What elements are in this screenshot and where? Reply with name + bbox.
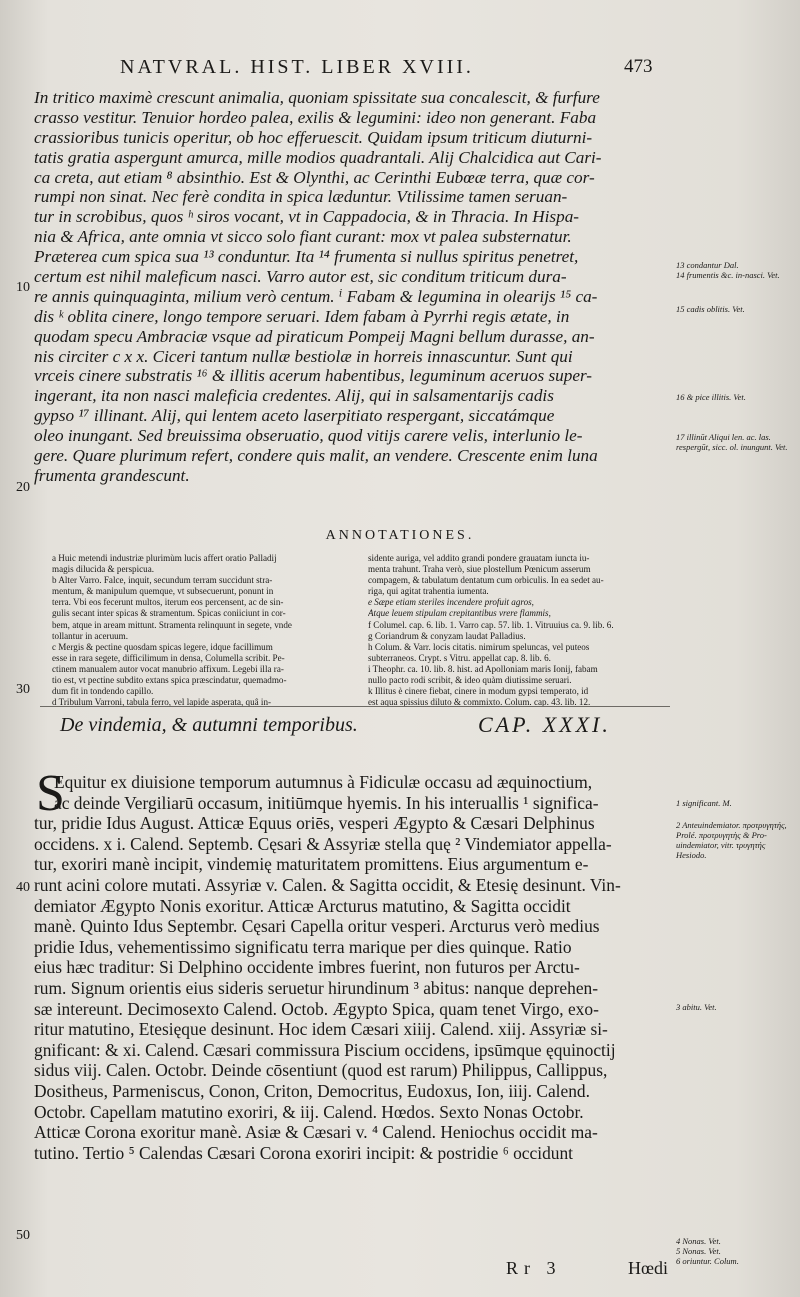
text-line: gypso ¹⁷ illinant. Alij, qui lentem aceto laserpitiato respergant, siccatámque — [34, 406, 555, 426]
annotation-line: est aqua spissius diluto & commixto. Colum. cap. 43. lib. 12. — [368, 697, 591, 708]
margin-note: 17 illinūt Aliqui len. ac. las. respergūt, sicc. ol. inungunt. Vet. — [676, 432, 788, 452]
line-number: 40 — [16, 880, 30, 895]
annotation-line: b Alter Varro. Falce, inquit, secundum terram succidunt stra- — [52, 575, 273, 586]
text-line: occidens. x i. Calend. Septemb. Cęsari & Assyriæ stella quę ² Vindemiator appella- — [34, 833, 612, 854]
text-line: demiator Ægypto Nonis exoritur. Atticæ Arcturus matutino, & Sagitta occidit — [34, 895, 571, 916]
annotation-line: h Colum. & Varr. locis citatis. nimirum speluncas, vel puteos — [368, 641, 590, 652]
chapter-title: De vindemia, & autumni temporibus. — [60, 714, 358, 736]
text-line: pridie Idus, vehementissimo significatu terra marique per dies quinque. Ratio — [34, 936, 572, 957]
text-line: dis ᵏ oblita cinere, longo tempore seruari. Idem fabam à Pyrrhi regis ætate, in — [34, 306, 570, 326]
annotations-left-column — [52, 553, 348, 708]
line-number: 10 — [16, 280, 30, 295]
chapter-text — [34, 765, 666, 1163]
text-line: In tritico maximè crescunt animalia, quoniam spissitate sua concalescit, & furfure — [34, 88, 600, 107]
text-line: ac deinde Vergiliarū occasum, initiūmque hyemis. In his interuallis ¹ significa- — [54, 792, 599, 813]
text-line: vrceis cinere substratis ¹⁶ & illitis acerum habentibus, leguminum aceruos super- — [34, 366, 593, 386]
text-line: oleo inungant. Sed breuissima obseruatio, quod vitijs carere velis, interlunio le- — [34, 426, 583, 446]
annotation-line: tollantur in aceruum. — [52, 630, 129, 641]
annotation-line: dum fit in tondendo capillo. — [52, 686, 154, 697]
text-line: eius hæc traditur: Si Delphino occidente imbres fuerint, non futuros per Arctu- — [34, 957, 580, 978]
annotation-line: i Theophr. ca. 10. lib. 8. hist. ad Apolloniam maris Ionij, fabam — [368, 663, 598, 674]
text-line: Atticæ Corona exoritur manè. Asiæ & Cæsari v. ⁴ Calend. Heniochus occidit ma- — [34, 1122, 598, 1143]
annotation-line: d Tribulum Varroni, tabula ferro, vel lapide asperata, quâ in- — [52, 697, 272, 708]
margin-note: 14 frumentis &c. in-nasci. Vet. — [676, 270, 780, 280]
annotation-line: mentum, & manipulum quemque, vt subsecuerunt, ponunt in — [52, 586, 274, 597]
annotation-line: esse in rara segete, difficilimum in densa, Columella scribit. Pe- — [52, 652, 285, 663]
annotation-line: tio est, vt pectine subdito extans spica præscindatur, quemadmo- — [52, 675, 287, 686]
text-line: rumpi non sinat. Nec ferè condita in spica læduntur. Vtilissime tamen seruan- — [34, 187, 568, 207]
margin-note: 4 Nonas. Vet. — [676, 1236, 721, 1246]
annotations-heading: ANNOTATIONES. — [325, 528, 475, 543]
annotation-line: e Sæpe etiam steriles incendere profuit agros, — [368, 597, 534, 608]
line-number: 50 — [16, 1228, 30, 1243]
annotation-line: compagem, & tabulatum dentatum cum orbiculis. In ea sedet au- — [368, 575, 604, 586]
folio-number: 473 — [624, 56, 653, 77]
section-divider — [40, 706, 670, 707]
text-line: tur in scrobibus, quos ʰ siros vocant, vt in Cappadocia, & in Thracia. In Hispa- — [34, 207, 580, 227]
text-line: ritur matutino, Etesięque desinunt. Hoc idem Cæsari xiiij. Calend. xiij. Assyriæ si- — [34, 1019, 608, 1040]
line-number: 20 — [16, 480, 30, 495]
annotation-line: riga, qui agitat trahentia iumenta. — [368, 586, 489, 597]
text-line: tatis gratia aspergunt amurca, mille modios quadrantali. Alij Chalcidica aut Cari- — [34, 147, 602, 167]
annotation-line: bem, atque in aream mittunt. Stramenta relinquunt in segete, vnde — [52, 619, 292, 630]
annotations-right-column — [368, 553, 664, 708]
text-line: rum. Signum orientis eius sideris seruetur hirundinum ³ abitus: nanque deprehen- — [34, 977, 599, 998]
text-line: nis circiter c x x. Ciceri tantum nullæ bestiolæ in horreis innascuntur. Sunt qui — [34, 346, 573, 366]
running-title: NATVRAL. HIST. LIBER XVIII. — [120, 56, 474, 78]
chapter-label: CAP. XXXI. — [478, 712, 611, 737]
text-line: Dositheus, Parmeniscus, Conon, Criton, Democritus, Eudoxus, Ion, iiij. Calend. — [34, 1080, 590, 1101]
text-line: ca creta, aut etiam ⁸ absinthio. Est & Olynthi, ac Cerinthi Eubœæ terra, quæ cor- — [34, 167, 595, 187]
annotation-line: nullo pacto rodi scribit, & ideo quàm diutissime seruari. — [368, 675, 572, 686]
margin-note: 1 significant. M. — [676, 798, 732, 808]
annotation-line: menta trahunt. Traha verò, siue plostellum Pœnicum asserum — [368, 564, 591, 575]
text-line: Equitur ex diuisione temporum autumnus à Fidiculæ occasu ad æquinoctium, — [54, 772, 593, 792]
margin-note: 15 cadis oblitis. Vet. — [676, 304, 745, 314]
margin-note: 5 Nonas. Vet. — [676, 1246, 721, 1256]
margin-note: 16 & pice illitis. Vet. — [676, 392, 746, 402]
text-line: certum est nihil maleficum nasci. Varro autor est, sic conditum triticum dura- — [34, 267, 567, 287]
annotation-line: subterraneos. Crypt. s Vitru. appellat cap. 8. lib. 6. — [368, 652, 551, 663]
text-line: Octobr. Capellam matutino exoriri, & iij. Calend. Hœdos. Sexto Nonas Octobr. — [34, 1101, 584, 1122]
text-line: tur, pridie Idus August. Atticæ Equus oriēs, vesperi Ægypto & Cæsari Delphinus — [34, 813, 595, 834]
text-line: Præterea cum spica sua ¹³ conduntur. Ita ¹⁴ frumenta si nullus spiritus penetret, — [34, 247, 579, 267]
drop-capital: S — [36, 765, 65, 822]
annotation-line: sidente auriga, vel addito grandi pondere grauatam iuncta iu- — [368, 553, 590, 563]
annotation-line: gulis secant inter spicas & stramentum. Spicas coniiciunt in cor- — [52, 608, 286, 619]
text-line: re annis quinquaginta, milium verò centum. ⁱ Fabam & legumina in olearijs ¹⁵ ca- — [34, 286, 598, 306]
text-line: quodam specu Ambraciæ vsque ad piraticum Pompeij Magni bellum durasse, an- — [34, 326, 595, 346]
text-line: ingerant, ita non nasci maleficia credentes. Alij, qui in salsamentarijs cadis — [34, 386, 554, 406]
margin-note: 3 abitu. Vet. — [676, 1002, 717, 1012]
annotation-line: magis dilucida & perspicua. — [52, 564, 155, 575]
text-line: sidus viij. Calen. Octobr. Deinde cōsentiunt (quod est rarum) Philippus, Callippus, — [34, 1060, 608, 1081]
catchword: Hœdi — [628, 1258, 668, 1278]
annotation-line: Atque leuem stipulam crepitantibus vrere flammis, — [368, 608, 551, 619]
margin-note: 6 oriuntur. Colum. — [676, 1256, 739, 1266]
text-line: runt acini colore mutati. Assyriæ v. Calen. & Sagitta occidit, & Etesię desinunt. Vin- — [34, 874, 621, 895]
text-line: manè. Quinto Idus Septembr. Cęsari Capella oritur vesperi. Arcturus verò medius — [34, 916, 600, 937]
text-line: tur, exoriri manè incipit, vindemię maturitatem promittens. Eius argumentum e- — [34, 854, 589, 875]
margin-note: 2 Anteuindemiator. προτρυγητής, Prolé. προτρυγητὴς & Pro-uindemiator, vitr. τρυγητής Hesiodo. — [676, 820, 787, 860]
text-line: frumenta grandescunt. — [34, 465, 190, 485]
text-line: gnificant: & xi. Calend. Cæsari commissura Piscium occidens, ipsūmque ęquinoctij — [34, 1039, 616, 1060]
margin-note: 13 condantur Dal. — [676, 260, 739, 270]
text-line: sæ intereunt. Decimosexto Calend. Octob. Ægypto Spica, quam tenet Virgo, exo- — [34, 998, 599, 1019]
text-line: nia & Africa, ante omnia vt sicco solo fiant curant: mox vt palea substernatur. — [34, 227, 572, 247]
text-line: tutino. Tertio ⁵ Calendas Cæsari Corona exoriri incipit: & postridie ⁶ occidunt — [34, 1142, 573, 1163]
annotation-line: g Coriandrum & conyzam laudat Palladius. — [368, 630, 526, 641]
line-number: 30 — [16, 682, 30, 697]
annotation-line: c Mergis & pectine quosdam spicas legere, idque facillimum — [52, 641, 273, 652]
annotation-line: f Columel. cap. 6. lib. 1. Varro cap. 57. lib. 1. Vitruuius ca. 9. lib. 6. — [368, 619, 614, 630]
annotation-line: k Illitus è cinere fiebat, cinere in modum gypsi temperato, id — [368, 686, 589, 697]
annotation-line: a Huic metendi industriæ plurimùm lucis affert oratio Palladij — [52, 553, 277, 563]
text-line: gere. Quare plurimum refert, condere quis malit, an vendere. Crescente enim luna — [34, 446, 598, 466]
annotation-line: terra. Vbi eos fecerunt multos, iterum eos percensent, ac de sin- — [52, 597, 284, 608]
text-line: crassioribus tunicis operitur, ob hoc efferuescit. Quidam ipsum triticum diuturni- — [34, 127, 593, 147]
text-line: crasso vestitur. Tenuior hordeo palea, exilis & legumini: ideo non generant. Faba — [34, 107, 597, 127]
main-text — [34, 88, 666, 486]
annotation-line: ctinem manualem autor vocat manubrio affixum. Legebi illa ra- — [52, 663, 284, 674]
signature-mark: Rr 3 — [506, 1258, 562, 1278]
